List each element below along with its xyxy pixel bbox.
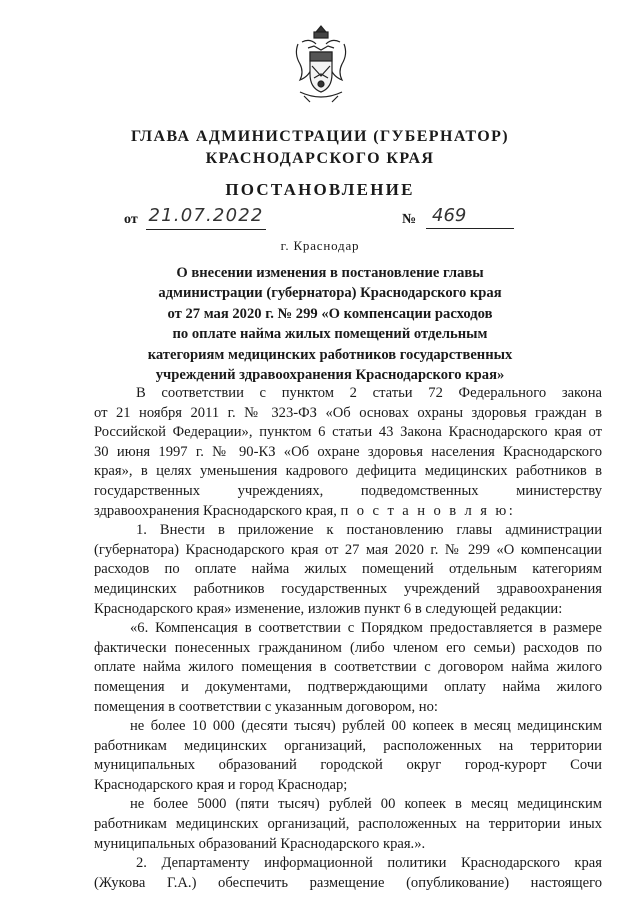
body-line: помещения в соответствии с указанным договором, но: <box>94 698 438 715</box>
body-line: 2. Департаменту информационной политики Краснодарского края <box>136 855 602 872</box>
body-line <box>94 502 602 522</box>
body-line: фактически понесенных гражданином (либо членом его семьи) расходов по <box>94 639 602 656</box>
body-line: работникам медицинских организаций, расположенных на территории <box>94 737 602 754</box>
body-line: (губернатора) Краснодарского края от 27 мая 2020 г. № 299 «О компенсации <box>94 541 602 558</box>
document-type-heading: ПОСТАНОВЛЕНИЕ <box>225 180 415 199</box>
city-label: г. Краснодар <box>280 238 360 253</box>
body-line: государственных учреждениях, подведомственных министерству <box>94 482 602 499</box>
body-line: медицинских работников государственных учреждений здравоохранения <box>94 580 602 597</box>
body-line: (Жукова Г.А.) обеспечить размещение (опубликование) настоящего <box>94 874 602 891</box>
handwritten-date: 21.07.2022 <box>146 205 266 230</box>
body-line: оплате найма жилого помещения в соответствии с договором найма жилого <box>94 659 602 676</box>
body-line: «6. Компенсация в соответствии с Порядком предоставляется в размере <box>130 620 602 637</box>
date-prefix-label: от <box>124 212 138 227</box>
document-title <box>120 263 540 385</box>
body-line: Российской Федерации», пунктом 6 статьи 43 Закона Краснодарского края от <box>94 424 602 441</box>
title-line: от 27 мая 2020 г. № 299 «О компенсации расходов <box>167 305 493 322</box>
title-line: О внесении изменения в постановление главы <box>176 265 484 281</box>
body-line: муниципальных образований городской округ город-курорт Сочи <box>94 757 602 774</box>
title-line: администрации (губернатора) Краснодарского края <box>158 285 502 302</box>
coat-of-arms-emblem <box>290 22 352 104</box>
body-line: от 21 ноября 2011 г. № 323-ФЗ «Об основах охраны здоровья граждан в <box>94 404 602 421</box>
document-body <box>94 384 602 893</box>
number-prefix-label: № <box>402 212 417 227</box>
body-line: Краснодарского края» изменение, изложив пункт 6 в следующей редакции: <box>94 600 563 617</box>
body-line: Краснодарского края и город Краснодар; <box>94 776 348 793</box>
body-line: работникам медицинских организаций, расположенных на территории иных <box>94 816 602 833</box>
body-line: 1. Внести в приложение к постановлению главы администрации <box>136 522 602 539</box>
title-line: категориям медицинских работников государственных <box>147 346 513 363</box>
handwritten-document-number: 469 <box>426 205 514 229</box>
body-line: края», в целях уменьшения кадрового дефицита медицинских работников в <box>94 463 602 480</box>
body-line: 30 июня 1997 г. № 90-КЗ «Об охране здоровья населения Краснодарского <box>94 443 602 460</box>
authority-title-line-1: ГЛАВА АДМИНИСТРАЦИИ (ГУБЕРНАТОР) <box>131 128 509 145</box>
body-line: В соответствии с пунктом 2 статьи 72 Федерального закона <box>136 385 602 401</box>
body-line: не более 10 000 (десяти тысяч) рублей 00 копеек в месяц медицинским <box>130 718 602 735</box>
body-line: не более 5000 (пяти тысяч) рублей 00 копеек в месяц медицинским <box>130 796 602 813</box>
title-line: по оплате найма жилых помещений отдельным <box>172 326 488 343</box>
body-line-text: здравоохранения Краснодарского края, <box>94 502 337 519</box>
resolve-word: п о с т а н о в л я ю: <box>340 502 516 519</box>
body-line: муниципальных образований Краснодарского края.». <box>94 835 426 852</box>
body-line: помещения и документами, подтверждающими оплату найма жилого <box>94 678 602 695</box>
body-line: расходов по оплате найма жилых помещений отдельным категориям <box>94 561 602 578</box>
title-line: учреждений здравоохранения Краснодарского края» <box>155 367 505 384</box>
authority-title-line-2: КРАСНОДАРСКОГО КРАЯ <box>205 150 435 167</box>
